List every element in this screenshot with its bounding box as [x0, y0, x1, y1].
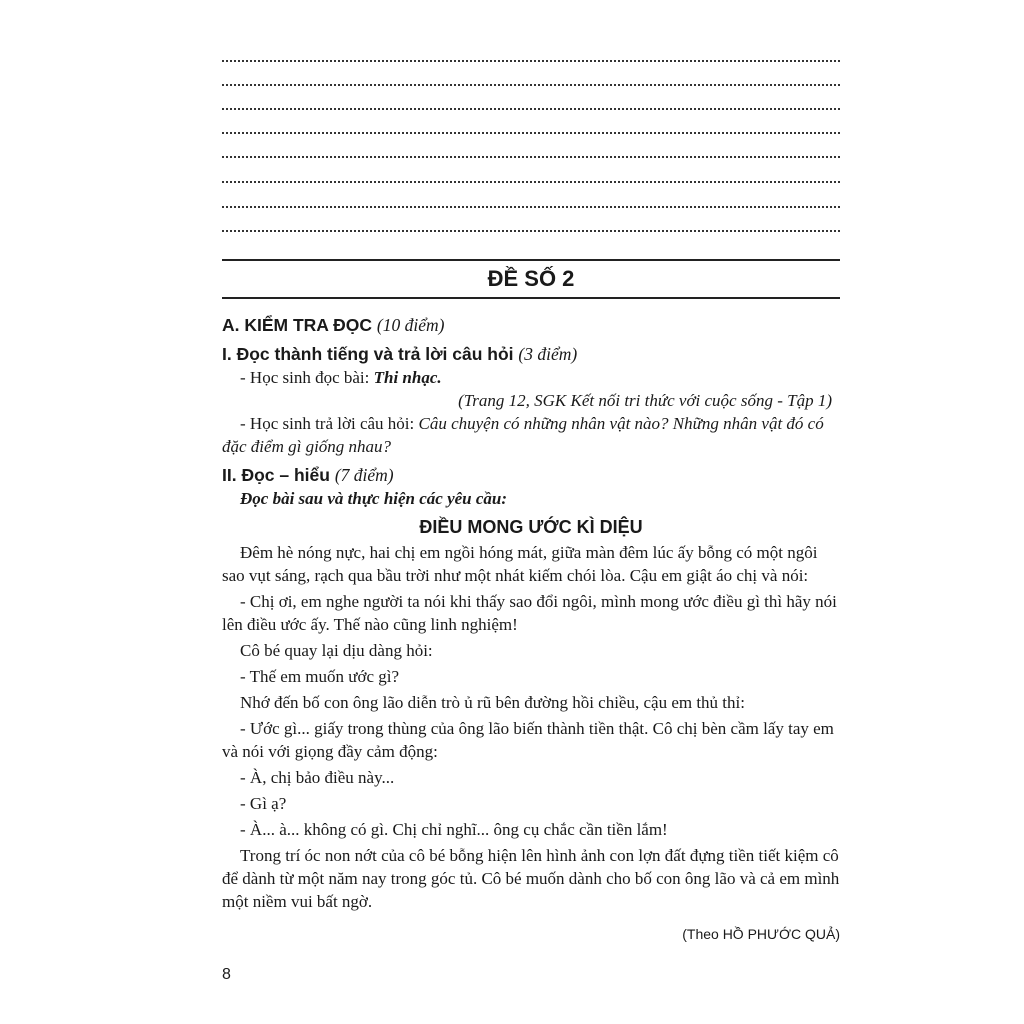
part-1-title: I. Đọc thành tiếng và trả lời câu hỏi — [222, 344, 514, 364]
part-2-points: (7 điểm) — [334, 465, 394, 485]
question-prefix: - Học sinh trả lời câu hỏi: — [240, 414, 419, 433]
exam-title: ĐỀ SỐ 2 — [487, 266, 575, 291]
part-2-heading — [222, 464, 840, 487]
read-instruction — [222, 366, 840, 389]
answer-line — [222, 84, 840, 86]
story-paragraph: - Ước gì... giấy trong thùng của ông lão biến thành tiền thật. Cô chị bèn cầm lấy tay em và nói với giọng đầy cảm động: — [222, 719, 834, 761]
answer-line — [222, 108, 840, 110]
section-a-title: A. KIỂM TRA ĐỌC — [222, 315, 373, 335]
story-paragraph: Đêm hè nóng nực, hai chị em ngồi hóng mát, giữa màn đêm lúc ấy bỗng có một ngôi sao vụt sáng, rạch qua bầu trời như một nhát kiếm chói lòa. Cậu em giật áo chị và nói: — [222, 543, 818, 585]
story-credit: (Theo HỒ PHƯỚC QUẢ) — [682, 926, 840, 942]
reference — [222, 389, 840, 412]
exam-content — [222, 308, 840, 946]
story-paragraph: - À... à... không có gì. Chị chỉ nghĩ... ông cụ chắc cần tiền lắm! — [240, 820, 668, 839]
story-paragraph: Nhớ đến bố con ông lão diễn trò ủ rũ bên đường hồi chiều, cậu em thủ thỉ: — [240, 693, 745, 712]
answer-line — [222, 206, 840, 208]
part-1-points: (3 điểm) — [518, 344, 578, 364]
answer-line — [222, 181, 840, 183]
reference-text: (Trang 12, SGK Kết nối tri thức với cuộc sống - Tập 1) — [458, 391, 832, 410]
story-paragraph: Trong trí óc non nớt của cô bé bỗng hiện lên hình ảnh con lợn đất đựng tiền tiết kiệm cô để dành từ một năm nay trong góc tủ. Cô bé muốn dành cho bố con ông lão và cả em mình một niềm vui bất ngờ. — [222, 846, 840, 911]
section-a-points: (10 điểm) — [376, 315, 445, 335]
answer-line — [222, 156, 840, 158]
story-paragraph: - Chị ơi, em nghe người ta nói khi thấy sao đổi ngôi, mình mong ước điều gì thì hãy nói lên điều ước ấy. Thế nào cũng linh nghiệm! — [222, 592, 837, 634]
question-text: Câu chuyện có những nhân vật nào? Những nhân vật đó có đặc điểm gì giống nhau? — [222, 414, 824, 456]
title-rule-bottom — [222, 297, 840, 299]
section-a-heading — [222, 314, 840, 337]
answer-line — [222, 230, 840, 232]
part-2-instruction-text: Đọc bài sau và thực hiện các yêu cầu: — [240, 489, 508, 508]
story-title: ĐIỀU MONG ƯỚC KÌ DIỆU — [419, 517, 643, 537]
part-1-heading — [222, 343, 840, 366]
title-rule-top — [222, 259, 840, 261]
part-2-title: II. Đọc – hiểu — [222, 465, 330, 485]
story-paragraph: - Gì ạ? — [240, 794, 287, 813]
read-prefix: - Học sinh đọc bài: — [240, 368, 374, 387]
page-number: 8 — [222, 966, 231, 983]
part-2-instruction — [222, 487, 840, 510]
read-title: Thi nhạc. — [373, 368, 442, 387]
answer-line — [222, 60, 840, 62]
story-paragraph: Cô bé quay lại dịu dàng hỏi: — [240, 641, 433, 660]
answer-line — [222, 132, 840, 134]
question-instruction — [222, 412, 840, 458]
story-paragraph: - Thế em muốn ước gì? — [240, 667, 400, 686]
story-paragraph: - À, chị bảo điều này... — [240, 768, 395, 787]
